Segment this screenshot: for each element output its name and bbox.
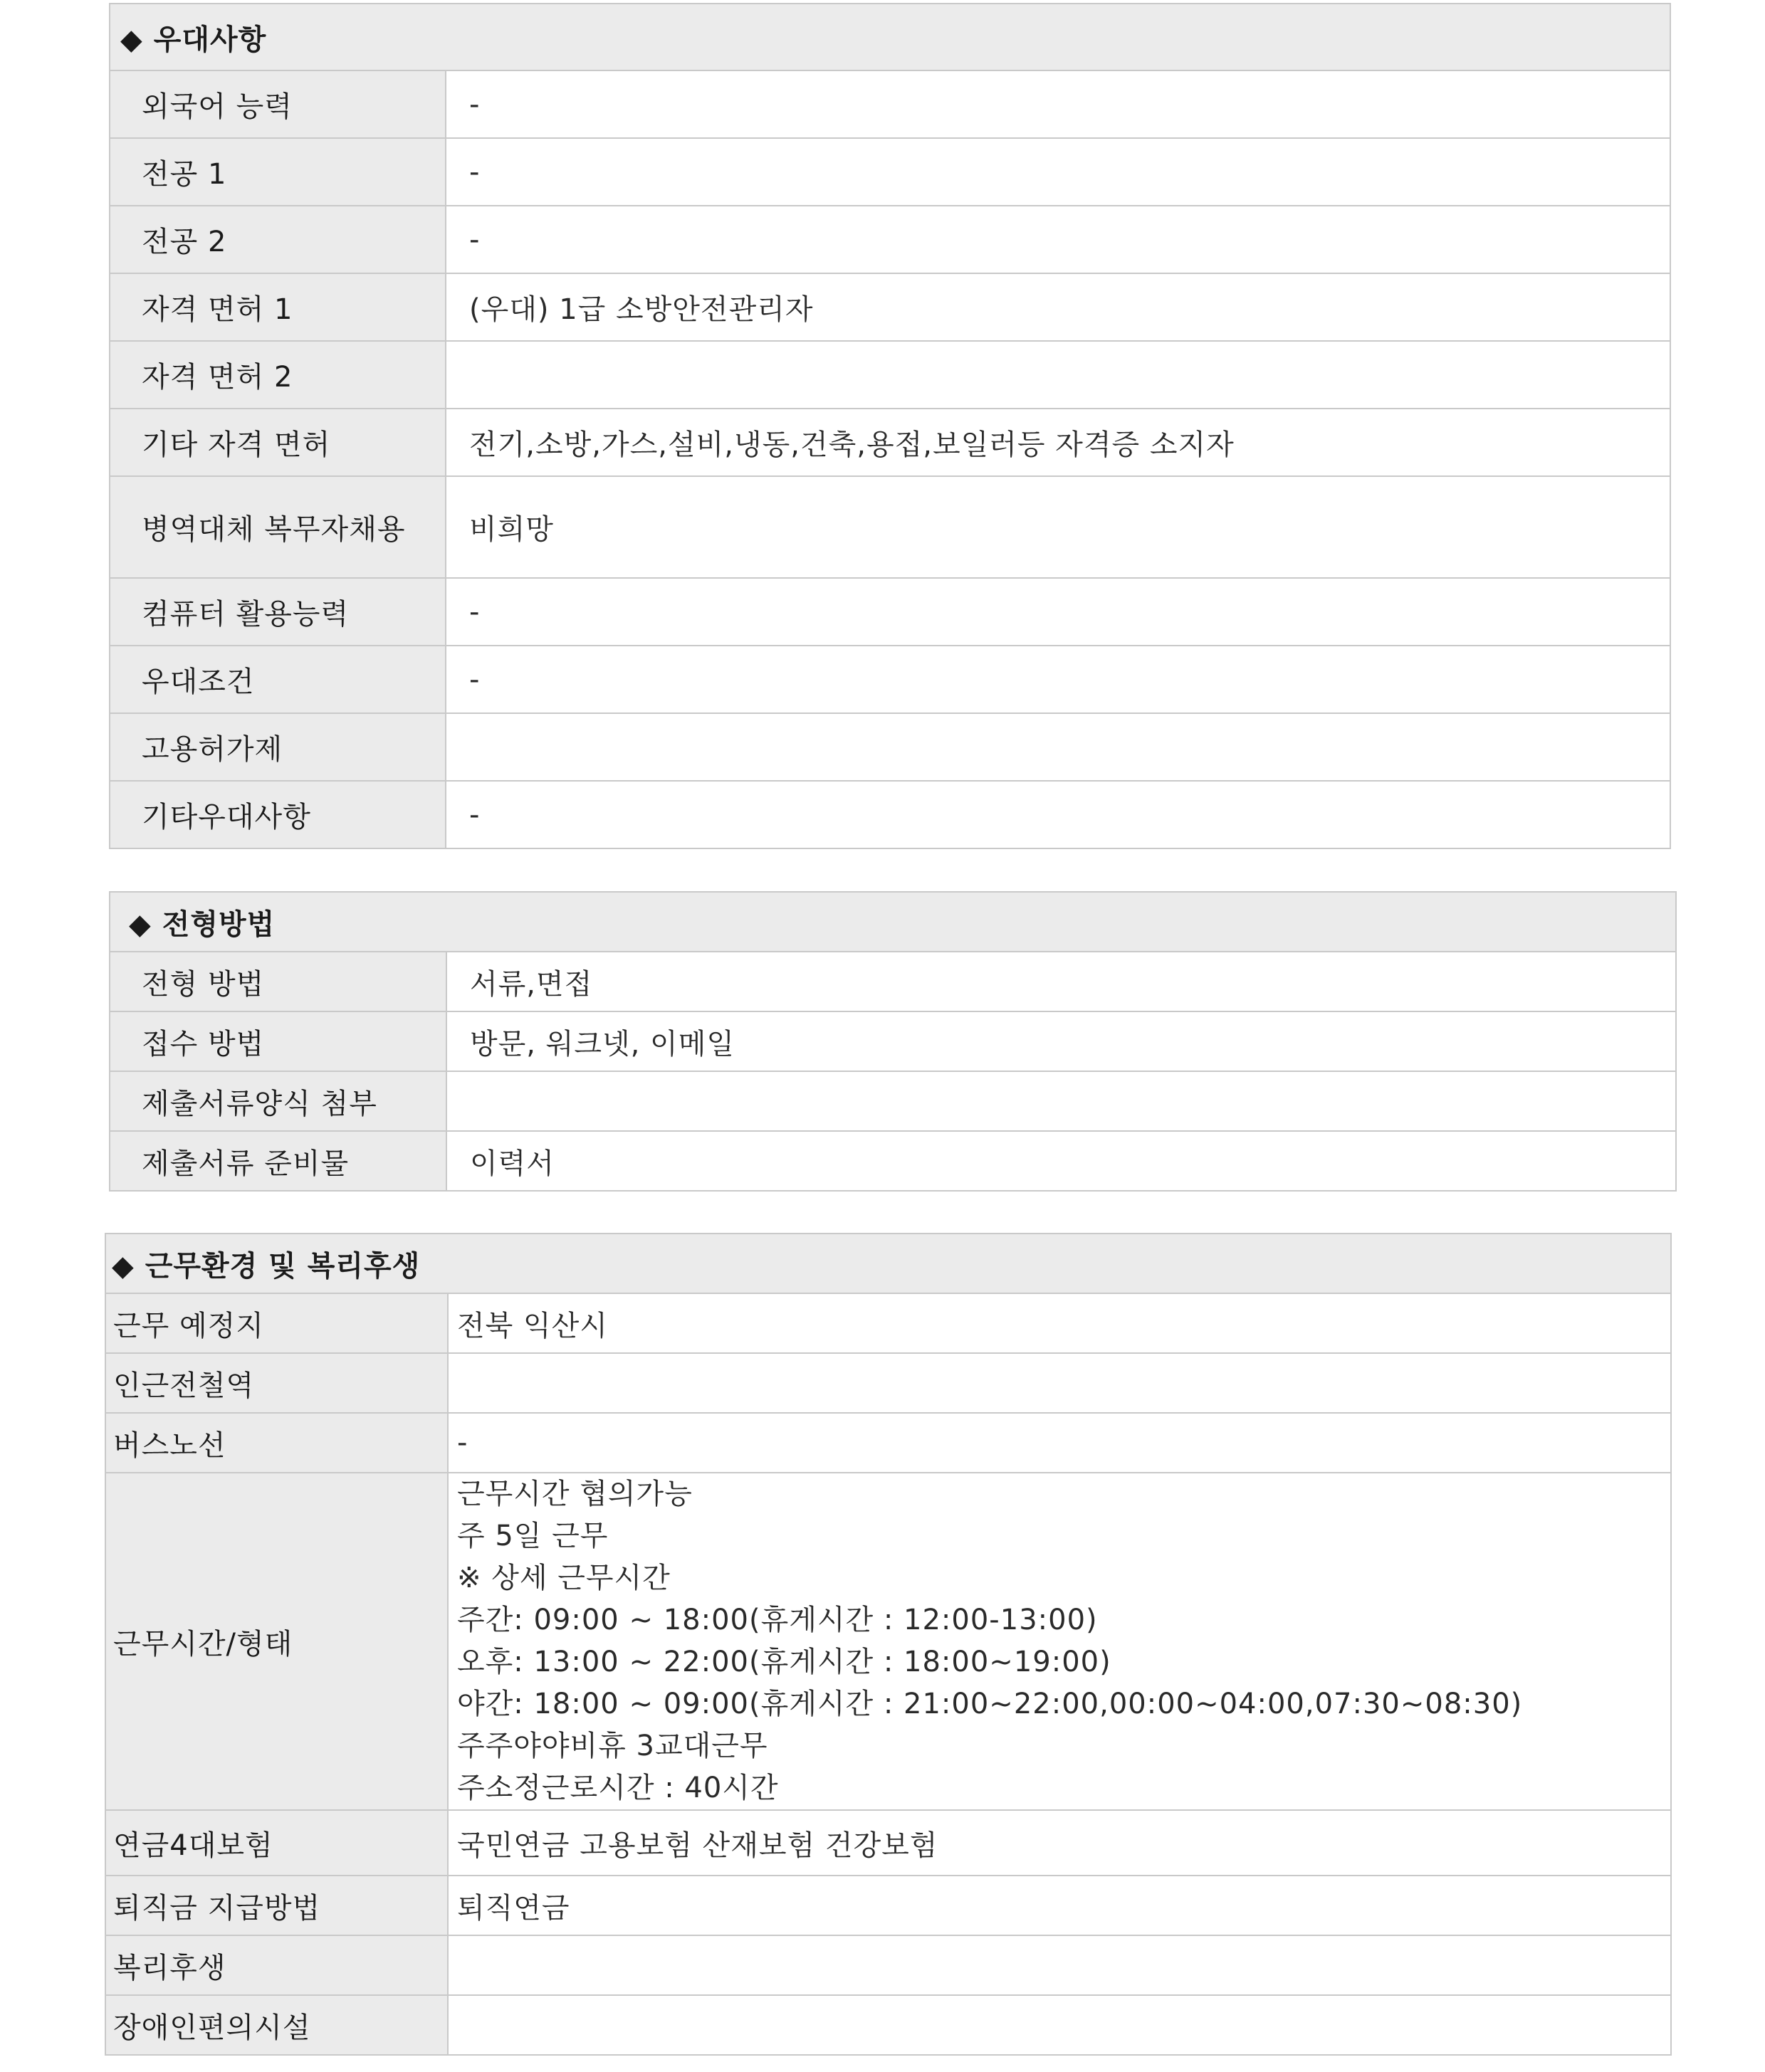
table-row [105,1810,1671,1876]
section-title [110,4,1670,70]
row-label: 근무 예정지 [105,1293,448,1353]
section-title [110,892,1676,952]
table-row [110,713,1670,781]
section-title [105,1234,1671,1293]
row-label: 기타우대사항 [110,781,446,848]
work-hours-value [448,1473,1671,1810]
row-value: 퇴직연금 [448,1876,1671,1935]
row-value: - [446,70,1670,138]
row-label: 제출서류양식 첨부 [110,1071,446,1131]
table-row [110,476,1670,578]
table-row [105,1876,1671,1935]
table-row [105,1413,1671,1473]
table-row [110,341,1670,409]
row-value [446,713,1670,781]
row-label: 버스노선 [105,1413,448,1473]
row-label: 전형 방법 [110,952,446,1011]
row-value: 전북 익산시 [448,1293,1671,1353]
row-value: - [446,578,1670,646]
work-hours-line: 오후: 13:00 ~ 22:00(휴게시간 : 18:00~19:00) [457,1646,1111,1678]
table-row [110,952,1676,1011]
row-value: 방문, 워크넷, 이메일 [446,1011,1676,1071]
table-row [105,1473,1671,1810]
table-row [110,273,1670,341]
row-value [446,341,1670,409]
selection-method-title: ◆ 전형방법 [129,908,276,941]
row-value: 이력서 [446,1131,1676,1191]
row-label: 전공 1 [110,138,446,206]
row-label: 전공 2 [110,206,446,273]
row-label: 자격 면허 2 [110,341,446,409]
row-label: 근무시간/형태 [105,1473,448,1810]
row-label: 인근전철역 [105,1353,448,1413]
work-hours-line: 주 5일 근무 [457,1520,609,1552]
work-environment-table [105,1233,1672,2056]
row-label: 기타 자격 면허 [110,409,446,476]
row-value: - [446,138,1670,206]
row-label: 외국어 능력 [110,70,446,138]
row-value: 전기,소방,가스,설비,냉동,건축,용접,보일러등 자격증 소지자 [446,409,1670,476]
row-value [446,1071,1676,1131]
work-environment-title: ◆ 근무환경 및 복리후생 [112,1249,421,1283]
row-value: - [446,781,1670,848]
table-row [110,206,1670,273]
work-hours-line: 주소정근로시간 : 40시간 [457,1772,779,1804]
work-hours-line: 주간: 09:00 ~ 18:00(휴게시간 : 12:00-13:00) [457,1604,1098,1636]
row-value: - [446,646,1670,713]
table-row [110,1131,1676,1191]
table-row [110,1071,1676,1131]
table-row [110,578,1670,646]
table-row [110,1011,1676,1071]
row-value [448,1353,1671,1413]
work-hours-line: 야간: 18:00 ~ 09:00(휴게시간 : 21:00~22:00,00:00~04:00,07:30~08:30) [457,1688,1523,1720]
table-row [110,409,1670,476]
row-value [448,1935,1671,1995]
table-row [105,1293,1671,1353]
work-hours-line: ※ 상세 근무시간 [457,1562,671,1594]
row-label: 연금4대보험 [105,1810,448,1876]
work-hours-line: 주주야야비휴 3교대근무 [457,1730,768,1762]
table-row [105,1353,1671,1413]
preferences-title: ◆ 우대사항 [120,23,267,56]
row-label: 접수 방법 [110,1011,446,1071]
selection-method-table [109,891,1677,1192]
work-hours-line: 근무시간 협의가능 [457,1478,693,1510]
table-row [110,781,1670,848]
row-value: - [448,1413,1671,1473]
table-row [110,138,1670,206]
row-label: 복리후생 [105,1935,448,1995]
row-label: 고용허가제 [110,713,446,781]
table-row [105,1995,1671,2055]
row-label: 제출서류 준비물 [110,1131,446,1191]
row-value [448,1995,1671,2055]
table-row [110,646,1670,713]
row-label: 장애인편의시설 [105,1995,448,2055]
row-value: 비희망 [446,476,1670,578]
row-value: (우대) 1급 소방안전관리자 [446,273,1670,341]
table-row [110,70,1670,138]
row-label: 병역대체 복무자채용 [110,476,446,578]
table-row [105,1935,1671,1995]
row-value: 국민연금 고용보험 산재보험 건강보험 [448,1810,1671,1876]
row-label: 퇴직금 지급방법 [105,1876,448,1935]
row-label: 자격 면허 1 [110,273,446,341]
row-value: - [446,206,1670,273]
row-value: 서류,면접 [446,952,1676,1011]
row-label: 컴퓨터 활용능력 [110,578,446,646]
preferences-table [109,3,1671,849]
row-label: 우대조건 [110,646,446,713]
